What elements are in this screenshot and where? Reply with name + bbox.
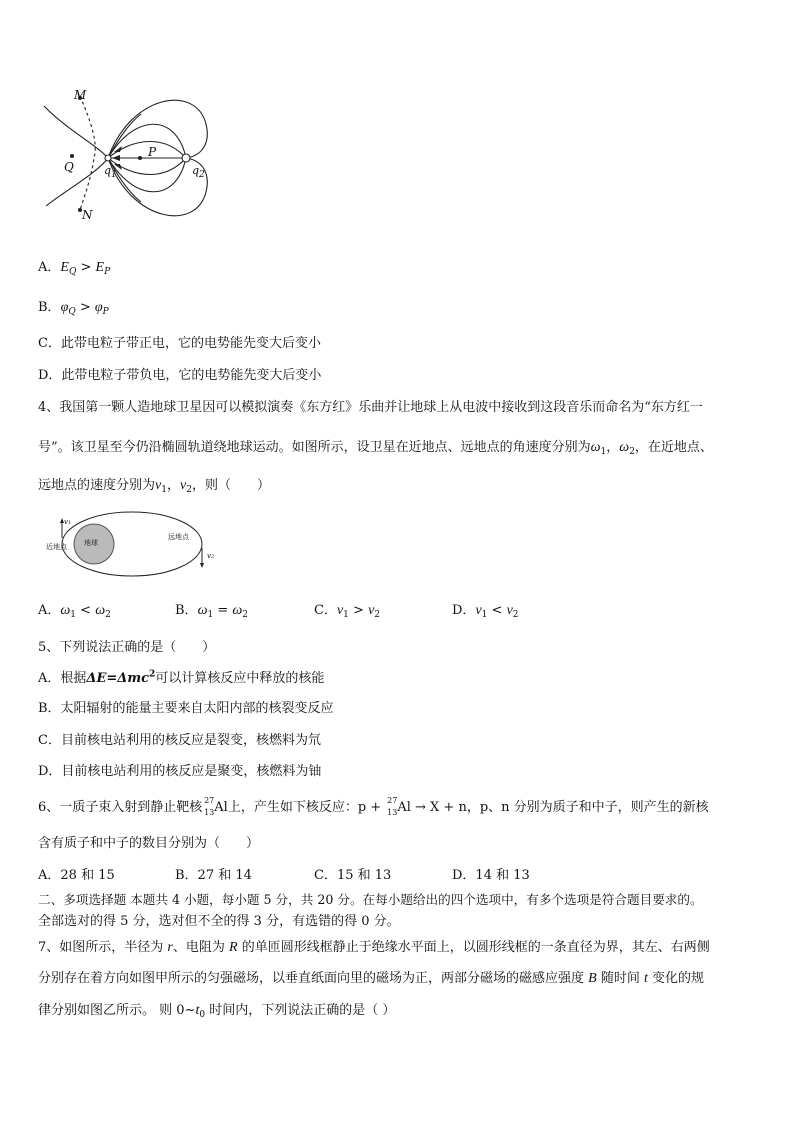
q4-stem-line1: 4、我国第一颗人造地球卫星因可以模拟演奏《东方红》乐曲并让地球上从电波中接收到这段音乐而命名为“东方红一 [38,400,703,415]
q6-stem-line1: 6、一质子束入射到静止靶核 27 13 Al上，产生如下核反应：p + 27 13 Al → X + n，p、n 分别为质子和中子，则产生的新核 [38,796,709,817]
v1-label: v1 [64,518,72,526]
q5-option-b[interactable]: B．太阳辐射的能量主要来自太阳内部的核裂变反应 [38,701,334,716]
q6-option-b[interactable]: B．27 和 14 [175,868,252,883]
q3-option-b[interactable]: B．$\varphi_Q > \varphi_P$ [38,300,109,317]
q4-option-c[interactable]: C．$v_1 > v_2$ [314,603,381,620]
q5-option-d[interactable]: D．目前核电站利用的核反应是聚变，核燃料为铀 [38,764,322,779]
earth-label: 地球 [84,539,98,547]
q7-stem-line2: 分别存在着方向如图甲所示的匀强磁场，以垂直纸面向里的磁场为正，两部分磁场的磁感应强度 B 随时间 t 变化的规 [38,971,704,986]
q4-option-a[interactable]: A．$\omega_1 < \omega_2$ [38,603,111,620]
q4-stem-line3: 远地点的速度分别为$v_1$，$v_2$，则（ ） [38,478,270,495]
q6-option-d[interactable]: D．14 和 13 [452,868,530,883]
q3-option-c[interactable]: C．此带电粒子带正电，它的电势能先变大后变小 [38,336,321,351]
q3-option-a[interactable]: A．$E_Q > E_P$ [38,260,111,277]
q6-stem-line2: 含有质子和中子的数目分别为（ ） [38,836,260,851]
section2-line1: 二、多项选择题 本题共 4 小题，每小题 5 分，共 20 分。在每小题给出的四个选项中，有多个选项是符合题目要求的。 [38,892,703,907]
v2-label: v2 [207,552,215,560]
q4-option-d[interactable]: D．$v_1 < v_2$ [452,603,519,620]
perigee-label: 近地点 [46,543,67,551]
label-q2: $q_2$ [192,164,205,180]
q6-option-a[interactable]: A．28 和 15 [38,868,115,883]
label-p: P [148,145,157,159]
electric-field-figure [36,84,216,224]
q3-option-d[interactable]: D．此带电粒子带负电，它的电势能先变大后变小 [38,368,322,383]
label-m: M [74,88,87,102]
apogee-label: 远地点 [168,533,189,541]
q5-option-a[interactable]: A．根据ΔE=Δmc$^2$可以计算核反应中释放的核能 [38,669,325,686]
q5-option-c[interactable]: C．目前核电站利用的核反应是裂变，核燃料为氘 [38,733,321,748]
label-n: N [82,208,93,222]
q4-option-b[interactable]: B．$\omega_1 = \omega_2$ [175,603,248,620]
label-q: Q [64,160,74,174]
section2-line2: 全部选对的得 5 分，选对但不全的得 3 分，有选错的得 0 分。 [38,914,400,929]
q7-stem-line1: 7、如图所示，半径为 r、电阻为 R 的单匝圆形线框静止于绝缘水平面上，以圆形线框的一条直径为界，其左、右两侧 [38,940,710,955]
q4-stem-line2: 号”。该卫星至今仍沿椭圆轨道绕地球运动。如图所示，设卫星在近地点、远地点的角速度分别为$\omega_1$，$\omega_2$，在近地点、 [38,440,713,457]
q5-stem: 5、下列说法正确的是（ ） [38,640,216,655]
q7-stem-line3: 律分别如图乙所示。 则 $0\sim t_0$ 时间内，下列说法正确的是（ ） [38,1003,396,1020]
q6-option-c[interactable]: C．15 和 13 [314,868,392,883]
label-q1: $q_1$ [104,164,117,180]
